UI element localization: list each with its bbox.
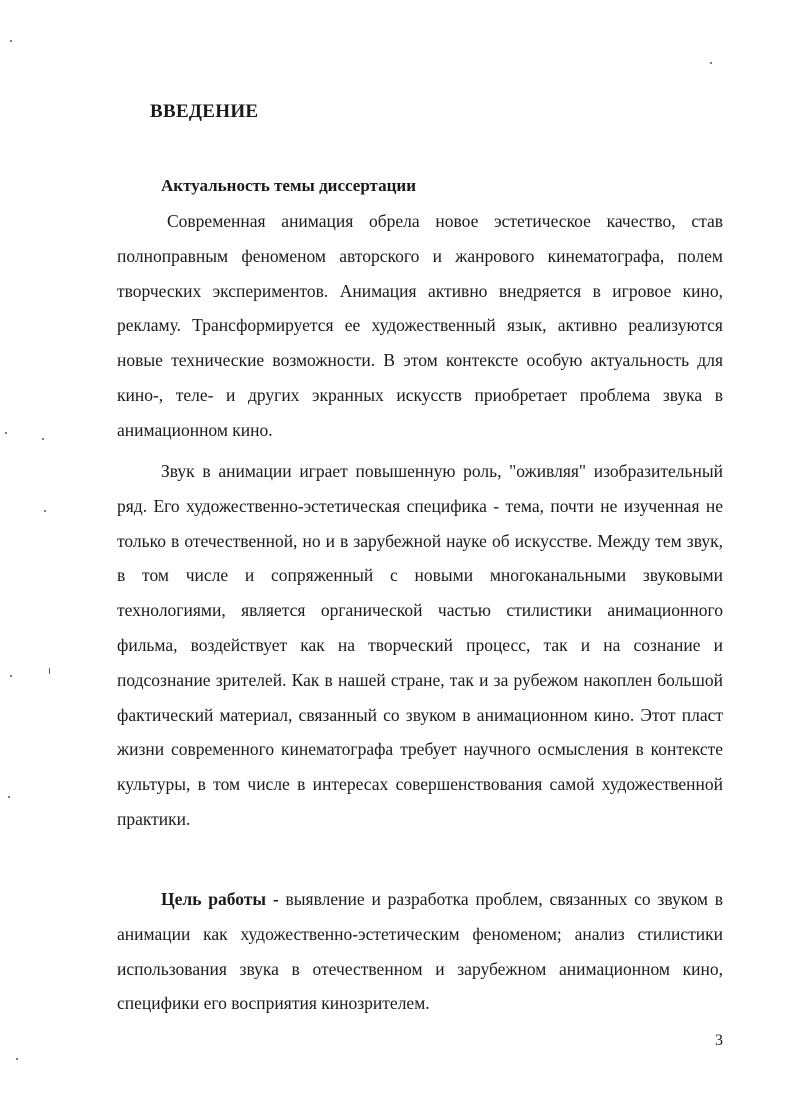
scan-speck bbox=[42, 438, 44, 440]
scan-speck bbox=[49, 668, 50, 674]
scan-speck bbox=[10, 40, 12, 42]
page-title: ВВЕДЕНИЕ bbox=[150, 101, 259, 122]
paragraph-text: Современная анимация обрела новое эстетическое качество, став полноправным феноменом авторского и жанрового кинематографа, полем творческих экспериментов. Анимация активно внедряется в игровое кино, рекламу. Трансформируется ее художественный язык, активно реализуются новые технические возможности. В этом контексте особую актуальность для кино-, теле- и других экранных искусств приобретает проблема звука в анимационном кино. bbox=[117, 211, 723, 440]
paragraph-text: Звук в анимации играет повышенную роль, "оживляя" изобразительный ряд. Его художественно-эстетическая специфика - тема, почти не изученная не только в отечественной, но и в зарубежной науке об искусстве. Между тем звук, в том числе и сопряженный с новыми многоканальными звуковыми технологиями, является органической частью стилистики анимационного фильма, воздействует как на творческий процесс, так и на сознание и подсознание зрителей. Как в нашей стране, так и за рубежом накоплен большой фактический материал, связанный со звуком в анимационном кино. Этот пласт жизни современного кинематографа требует научного осмысления в контексте культуры, в том числе в интересах совершенствования самой художественной практики. bbox=[117, 461, 723, 829]
section-heading: Актуальность темы диссертации bbox=[161, 176, 416, 195]
page-number: 3 bbox=[715, 1032, 723, 1049]
goal-text: выявление и разработка проблем, связанных со звуком в анимации как художественно-эстетическим феноменом; анализ стилистики использования звука в отечественном и зарубежном анимационном кино, специфики его восприятия кинозрителем. bbox=[117, 889, 723, 1014]
paragraph-relevance bbox=[117, 204, 723, 448]
goal-label: Цель работы - bbox=[161, 889, 279, 909]
paragraph-goal bbox=[117, 882, 723, 1021]
scan-speck bbox=[44, 510, 46, 512]
paragraph-sound-role bbox=[117, 454, 723, 837]
paragraph-text bbox=[117, 882, 723, 1021]
scan-speck bbox=[8, 796, 10, 798]
scan-speck bbox=[710, 62, 712, 64]
scan-speck bbox=[5, 432, 7, 434]
scan-speck bbox=[10, 675, 12, 677]
scan-speck bbox=[16, 1058, 18, 1060]
